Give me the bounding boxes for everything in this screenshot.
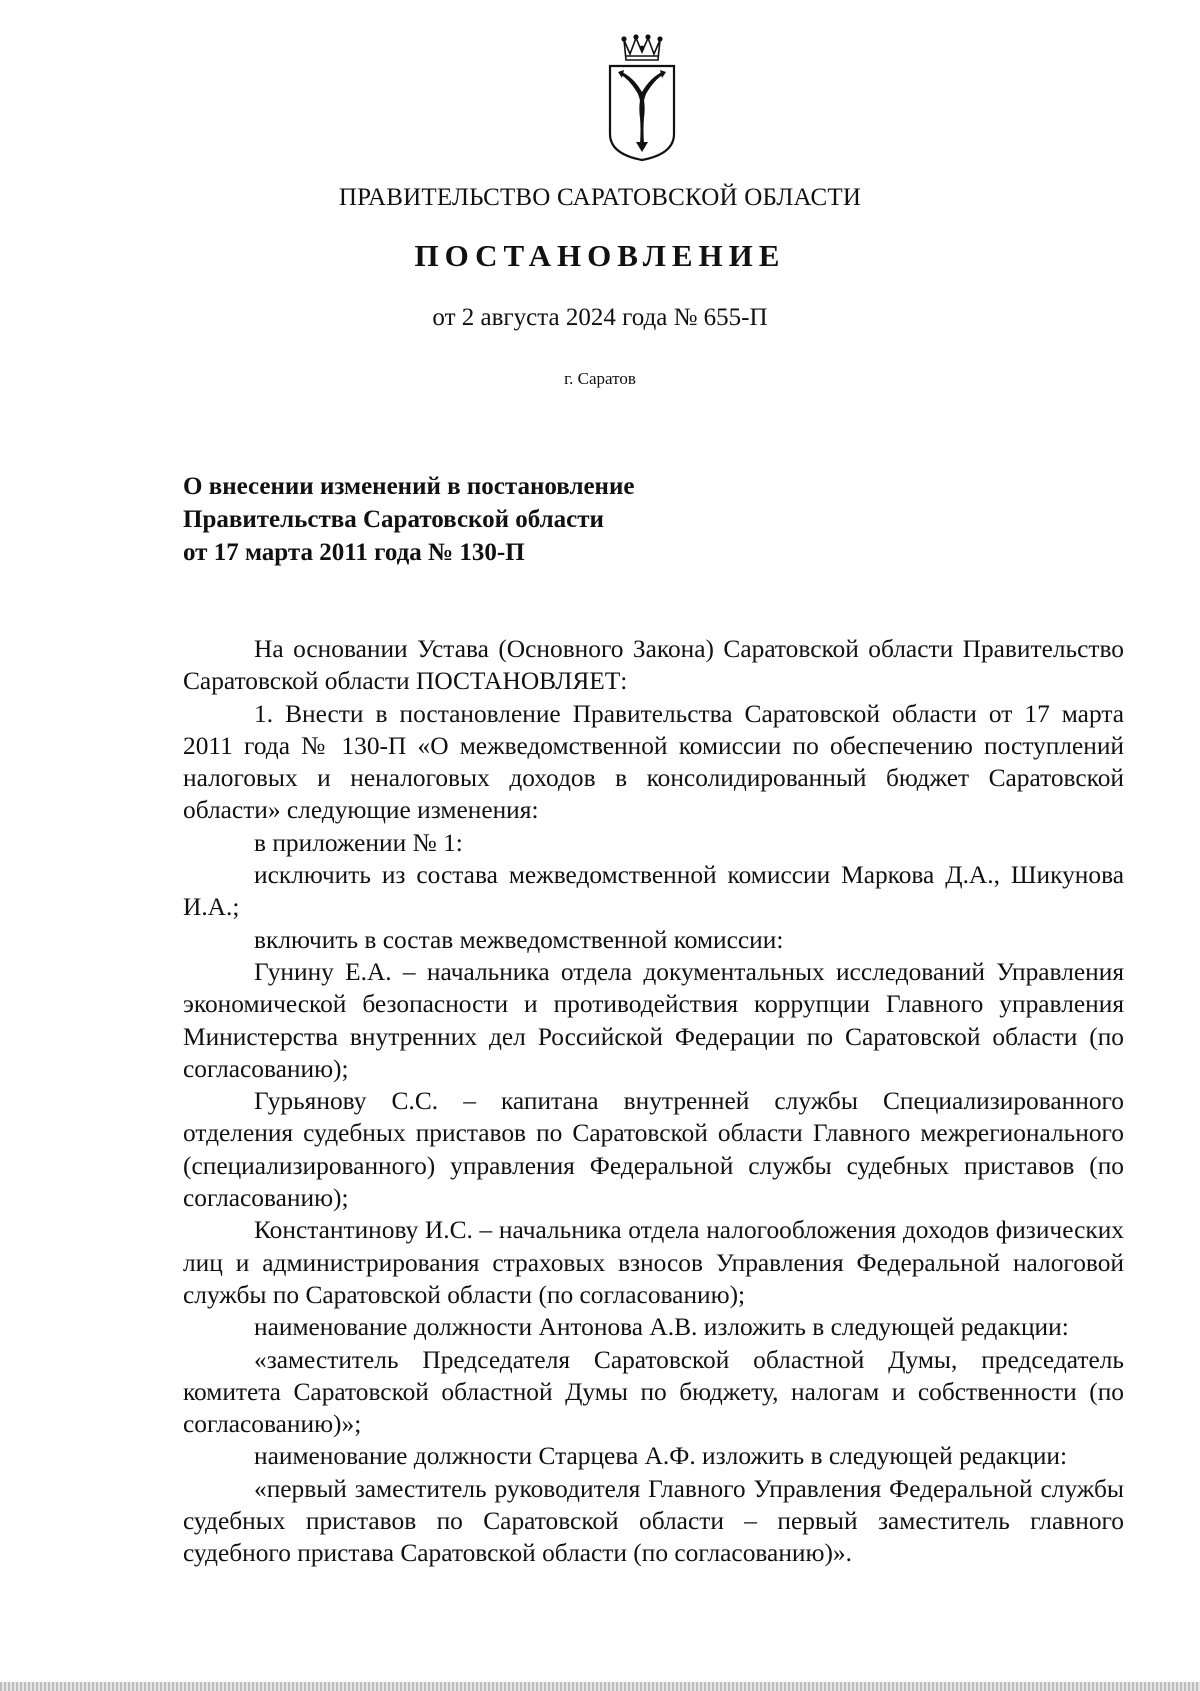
document-city: г. Саратов (564, 369, 636, 388)
body-paragraph: включить в состав межведомственной комиссии: (254, 925, 784, 954)
body-paragraph: наименование должности Старцева А.Ф. изложить в следующей редакции: (254, 1442, 1068, 1471)
body-paragraph: Гунину Е.А. – начальника отдела документальных исследований Управления экономической безопасности и противодействия коррупции Главного управления Министерства внутренних дел Российской Федерации по Саратовской области (по согласованию); (183, 957, 1124, 1083)
body-paragraph: На основании Устава (Основного Закона) Саратовской области Правительство Саратовской области ПОСТАНОВЛЯЕТ: (183, 635, 1124, 696)
document-date-number: от 2 августа 2024 года № 655-П (432, 304, 768, 331)
body-paragraph: «заместитель Председателя Саратовской областной Думы, председатель комитета Саратовской областной Думы по бюджету, налогам и собственности (по согласованию)»; (183, 1345, 1124, 1439)
document-subject (183, 470, 943, 569)
body-paragraph: в приложении № 1: (254, 828, 463, 857)
crown-icon (622, 35, 662, 60)
body-paragraph: 1. Внести в постановление Правительства Саратовской области от 17 марта 2011 года № 130-П «О межведомственной комиссии по обеспечению поступлений налоговых и неналоговых доходов в консолидированный бюджет Саратовской области» следующие изменения: (183, 699, 1124, 825)
body-paragraph: Гурьянову С.С. – капитана внутренней службы Специализированного отделения судебных приставов по Саратовской области Главного межрегионального (специализированного) управления Федеральной службы судебных приставов (по согласованию); (183, 1087, 1124, 1213)
body-paragraph: Константинову И.С. – начальника отдела налогообложения доходов физических лиц и администрирования страховых взносов Управления Федеральной налоговой службы по Саратовской области (по согласованию); (183, 1216, 1124, 1309)
organization-name: ПРАВИТЕЛЬСТВО САРАТОВСКОЙ ОБЛАСТИ (338, 184, 862, 211)
document-body (183, 633, 1124, 1570)
subject-line: О внесении изменений в постановление (183, 473, 635, 500)
body-paragraph: наименование должности Антонова А.В. изложить в следующей редакции: (254, 1313, 1069, 1342)
subject-line: от 17 марта 2011 года № 130-П (183, 539, 525, 566)
body-paragraph: исключить из состава межведомственной комиссии Маркова Д.А., Шикунова И.А.; (183, 861, 1124, 922)
body-paragraph: «первый заместитель руководителя Главного Управления Федеральной службы судебных приставов по Саратовской области – первый заместитель главного судебного пристава Саратовской области (по согласованию)». (183, 1474, 1124, 1568)
subject-line: Правительства Саратовской области (183, 506, 604, 533)
document-type-title: ПОСТАНОВЛЕНИЕ (414, 238, 786, 273)
saratov-coat-of-arms-icon (600, 34, 684, 162)
scan-edge (0, 1682, 1200, 1691)
